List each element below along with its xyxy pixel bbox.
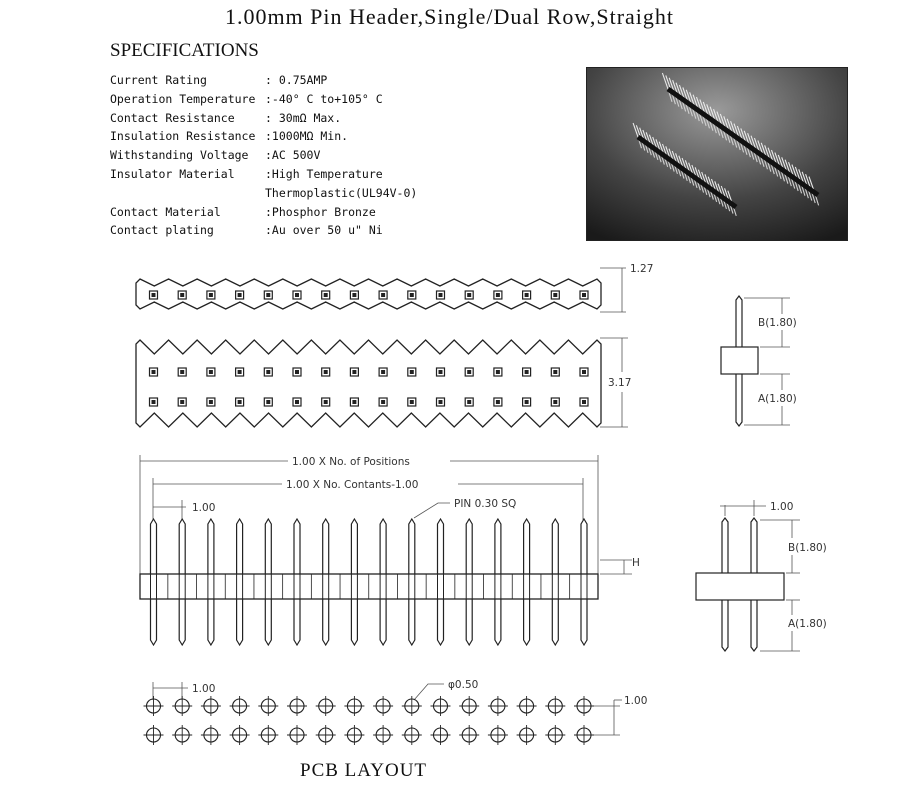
- spec-value: : 0.75AMP: [265, 73, 328, 87]
- spec-label: Insulator Material: [110, 166, 235, 181]
- dim-b-label: B(1.80): [758, 317, 797, 329]
- specifications-heading: SPECIFICATIONS: [110, 40, 259, 61]
- spec-value: :-40° C to+105° C: [265, 91, 383, 106]
- pcb-holes: [144, 696, 595, 745]
- dim-a-label: A(1.80): [758, 393, 797, 405]
- pcb-dimensions: [153, 682, 622, 735]
- dim-h-label: H: [632, 557, 640, 569]
- dim-contacts-label: 1.00 X No. Contants-1.00: [286, 479, 419, 491]
- dim-pcb-hole-label: φ0.50: [448, 679, 479, 691]
- dim-pcb-pitch-label: 1.00: [192, 683, 216, 695]
- dual-side-view: [696, 518, 784, 651]
- spec-value: : 30mΩ Max.: [265, 110, 342, 125]
- dual-row-top-view: [136, 340, 601, 427]
- dim-3-17-label: 3.17: [608, 377, 632, 389]
- dim-a2-label: A(1.80): [788, 618, 827, 630]
- spec-label: Withstanding Voltage: [110, 148, 249, 163]
- spec-label: Contact Resistance: [110, 110, 235, 125]
- spec-label: Contact plating: [110, 223, 214, 238]
- spec-value: :Phosphor Bronze: [265, 204, 376, 219]
- spec-label: Contact Material: [110, 204, 221, 219]
- dim-side-pitch-label: 1.00: [770, 501, 794, 513]
- dim-1-27-label: 1.27: [630, 263, 654, 275]
- front-view: [140, 519, 598, 645]
- spec-label: Current Rating: [110, 73, 207, 87]
- spec-value: :AC 500V: [265, 148, 321, 163]
- dim-pitch-label: 1.00: [192, 502, 216, 514]
- dimension-single-height: [600, 268, 626, 312]
- spec-label: Insulation Resistance: [110, 129, 256, 144]
- pcb-layout-label: PCB LAYOUT: [300, 760, 428, 781]
- spec-value: Thermoplastic(UL94V-0): [265, 185, 418, 200]
- spec-value: :1000MΩ Min.: [265, 129, 349, 144]
- single-row-top-view: [136, 279, 601, 309]
- dim-pin-label: PIN 0.30 SQ: [454, 498, 517, 510]
- spec-value: :High Temperature: [265, 166, 383, 181]
- dim-positions-label: 1.00 X No. of Positions: [292, 456, 410, 468]
- dim-b2-label: B(1.80): [788, 542, 827, 554]
- page-title: 1.00mm Pin Header,Single/Dual Row,Straight: [224, 4, 675, 29]
- single-side-view: [721, 296, 758, 426]
- spec-value: :Au over 50 u" Ni: [265, 223, 383, 238]
- dim-pcb-row-label: 1.00: [624, 695, 648, 707]
- spec-label: Operation Temperature: [110, 91, 256, 106]
